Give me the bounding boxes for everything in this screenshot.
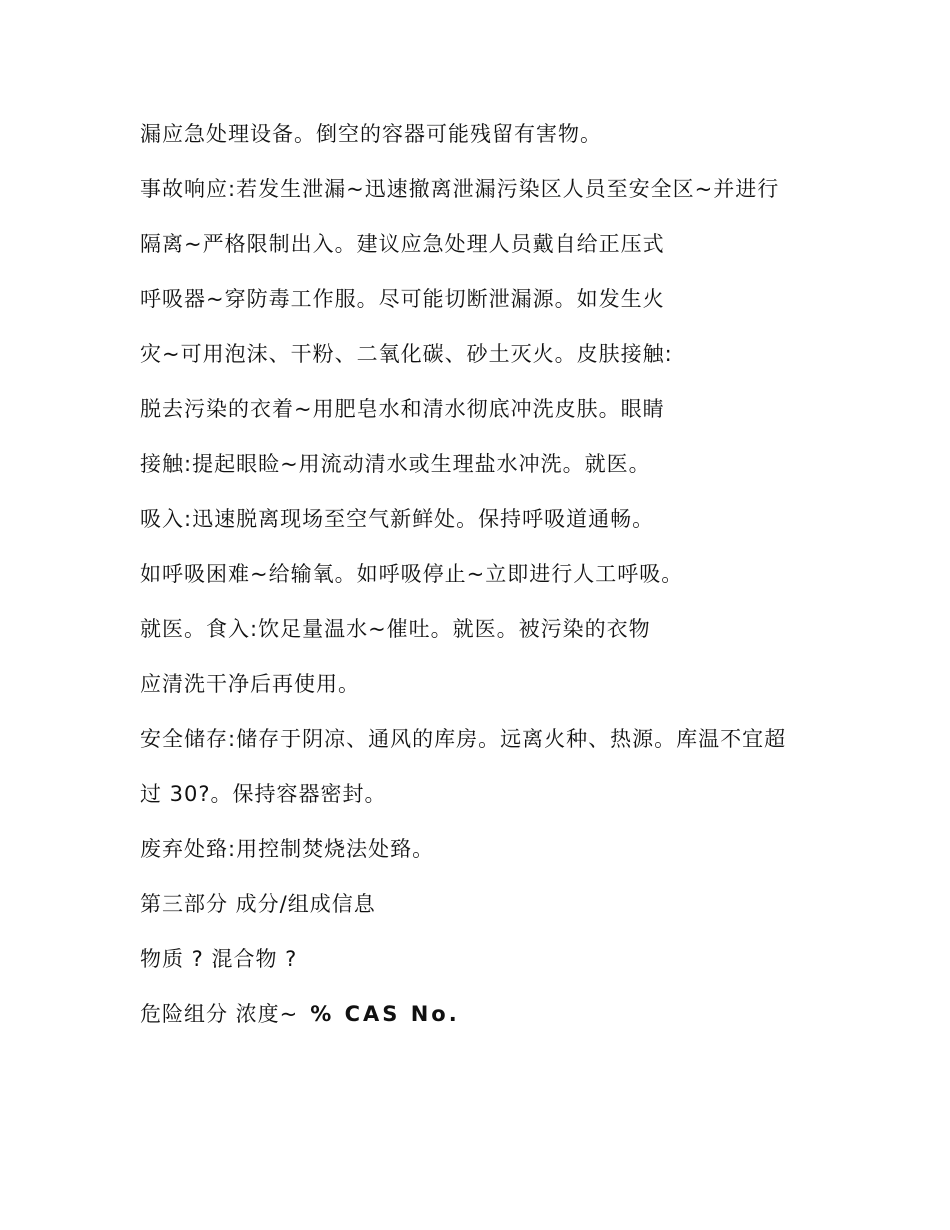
paragraph-skin-wash: 脱去污染的衣着~用肥皂水和清水彻底冲洗皮肤。眼睛 <box>140 397 665 421</box>
paragraph-inhalation: 吸入:迅速脱离现场至空气新鲜处。保持呼吸道通畅。 <box>140 507 655 531</box>
paragraph-ingestion: 就医。食入:饮足量温水~催吐。就医。被污染的衣物 <box>140 617 651 641</box>
paragraph-hazard-components <box>140 997 820 1031</box>
paragraph-fire-skin: 灾~可用泡沫、干粉、二氧化碳、砂土灭火。皮肤接触: <box>140 342 673 366</box>
paragraph-breathing: 如呼吸困难~给输氧。如呼吸停止~立即进行人工呼吸。 <box>140 562 684 586</box>
section-heading-composition: 第三部分 成分/组成信息 <box>140 892 376 916</box>
cas-number-label: % CAS No. <box>310 1002 460 1026</box>
paragraph-temperature: 过 30?。保持容器密封。 <box>140 782 387 806</box>
paragraph-clothing: 应清洗干净后再使用。 <box>140 672 360 696</box>
paragraph-incident-response: 事故响应:若发生泄漏~迅速撤离泄漏污染区人员至安全区~并进行 <box>140 177 780 201</box>
paragraph-storage: 安全储存:储存于阴凉、通风的库房。远离火种、热源。库温不宜超 <box>140 727 787 751</box>
paragraph-disposal: 废弃处臵:用控制焚烧法处臵。 <box>140 837 435 861</box>
hazard-components-label: 危险组分 浓度~ <box>140 1002 299 1026</box>
paragraph-isolation: 隔离~严格限制出入。建议应急处理人员戴自给正压式 <box>140 232 665 256</box>
paragraph-eye-contact: 接触:提起眼睑~用流动清水或生理盐水冲洗。就医。 <box>140 452 651 476</box>
paragraph-spill-equipment: 漏应急处理设备。倒空的容器可能残留有害物。 <box>140 122 602 146</box>
paragraph-respirator: 呼吸器~穿防毒工作服。尽可能切断泄漏源。如发生火 <box>140 287 665 311</box>
paragraph-substance-mixture: 物质 ? 混合物 ? <box>140 947 298 971</box>
document-body <box>140 117 820 1052</box>
